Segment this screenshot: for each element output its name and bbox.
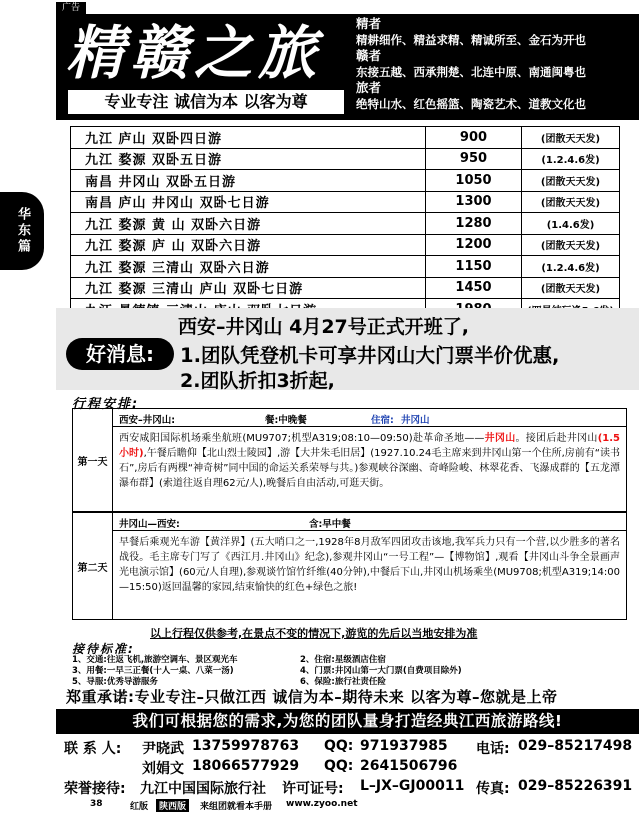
day-two-block	[72, 512, 627, 620]
page-number: 38	[90, 799, 103, 809]
route-note: (团散天天发)	[522, 170, 620, 192]
table-row	[71, 256, 620, 278]
route-name: 九江 庐山 双卧四日游	[71, 127, 426, 149]
table-row	[71, 127, 620, 149]
table-row	[71, 234, 620, 256]
route-note: (团散天天发)	[522, 127, 620, 149]
fax-label: 传真:	[476, 781, 510, 797]
footer-tagline: 来组团就看本手册	[200, 802, 273, 812]
route-note: (1.2.4.6发)	[522, 256, 620, 278]
contact-label: 联 系 人:	[64, 741, 122, 757]
route-note: (团散天天发)	[522, 277, 620, 299]
license-number: L–JX–GJ00011	[360, 778, 465, 794]
section-label: 陕西版	[156, 799, 189, 812]
fax-number: 029–85226391	[518, 778, 633, 794]
table-row	[71, 277, 620, 299]
agency-label: 荣誉接待:	[64, 781, 126, 797]
qq-number: 2641506796	[360, 758, 458, 774]
table-row	[71, 148, 620, 170]
table-row	[71, 170, 620, 192]
notes-title: 接待标准:	[72, 642, 135, 656]
notes-column-left	[72, 655, 238, 688]
day-label: 第一天	[73, 409, 113, 511]
note-item: 4、门票:井冈山第一大门票(自费项目除外)	[300, 666, 462, 676]
route-name: 九江 婺源 三清山 双卧六日游	[71, 256, 426, 278]
agency-name: 九江中国国际旅行社	[140, 781, 266, 797]
slogan: 专业专注 诚信为本 以客为尊	[68, 90, 344, 114]
day-one-block	[72, 408, 627, 512]
route-price: 950	[426, 148, 522, 170]
day-header	[113, 409, 626, 427]
route-note: (团散天天发)	[522, 234, 620, 256]
route-note: (团散天天发)	[522, 191, 620, 213]
note-item: 6、保险:旅行社责任险	[300, 677, 386, 687]
day-stay-label: 住宿:	[371, 415, 394, 426]
edition-label: 红版	[130, 802, 149, 812]
day-meal: 含:早中餐	[309, 519, 351, 530]
tagline-text-2: 东接五越、西承荆楚、北连中原、南通闽粤也	[356, 65, 586, 79]
route-price: 900	[426, 127, 522, 149]
contact-phone: 13759978763	[192, 738, 300, 754]
brand-title: 精赣之旅	[66, 19, 323, 87]
day-route: 西安–井冈山:	[119, 415, 176, 426]
day-highlight: 井冈山	[484, 433, 516, 444]
disclaimer: 以上行程仅供参考,在景点不变的情况下,游览的先后以当地安排为准	[150, 627, 478, 640]
table-row	[71, 213, 620, 235]
news-line-1: 西安–井冈山 4月27号正式开班了,	[178, 316, 469, 338]
contact-person: 刘娟文	[142, 761, 184, 777]
contact-person: 尹晓武	[142, 741, 184, 757]
qq-label: QQ:	[324, 758, 354, 774]
tagline	[356, 16, 639, 112]
note-item: 5、导服:优秀导游服务	[72, 677, 158, 687]
day-stay: 井冈山	[401, 415, 430, 426]
itinerary-title: 行程安排:	[72, 397, 140, 412]
day-route: 井冈山—西安:	[119, 519, 180, 530]
route-price: 1300	[426, 191, 522, 213]
route-name: 九江 婺源 三清山 庐山 双卧七日游	[71, 277, 426, 299]
route-note: (1.2.4.6发)	[522, 148, 620, 170]
route-name: 南昌 庐山 井冈山 双卧七日游	[71, 191, 426, 213]
note-item: 1、交通:往返飞机,旅游空调车、景区观光车	[72, 655, 238, 665]
footer	[60, 797, 639, 814]
note-item: 2、住宿:星级酒店住宿	[300, 655, 386, 665]
header-banner	[56, 14, 639, 120]
day-text: ,午餐后瞻仰【北山烈士陵园】,游【大井朱毛旧居】(1927.10.24毛主席来到井冈山第一个住所,房前有“读书石”,房后有两棵“神奇树”同中国的命运关系荣辱与共。)参观峡谷深幽、奇峰险峻、林翠花香、飞瀑成群的【五龙潭瀑布群】(索道往返自理62元/人),晚餐后自由活动,可逛天街。	[119, 448, 621, 489]
custom-route-banner: 我们可根据您的需求,为您的团队量身打造经典江西旅游路线!	[56, 709, 639, 734]
tel-number: 029–85217498	[518, 738, 633, 754]
ad-tag: 广告	[56, 2, 86, 14]
side-tab: 华东篇	[0, 192, 44, 270]
route-price: 1050	[426, 170, 522, 192]
route-note: (1.4.6发)	[522, 213, 620, 235]
route-name: 九江 婺源 黄 山 双卧六日游	[71, 213, 426, 235]
contact-phone: 18066577929	[192, 758, 300, 774]
route-name: 南昌 井冈山 双卧五日游	[71, 170, 426, 192]
tagline-head-3: 旅者	[356, 80, 382, 95]
day-label: 第二天	[73, 513, 113, 619]
footer-url[interactable]: www.zyoo.net	[286, 799, 358, 809]
day-description: 早餐后乘观光车游【黄洋界】(五大哨口之一,1928年8月敌军四团攻击该地,我军兵力只有一个营,以少胜多的著名战役。毛主席专门写了《西江月.井冈山》纪念),参观井冈山“一号工程”—【博物馆】,观看【井冈山斗争全景画声光电演示馆】(60元/人自理),参观谈竹馆竹纤维(40分钟),中餐后下山,井冈山机场乘坐(MU9708;机型A319;14:00—15:50)返回温馨的家园,结束愉快的红色+绿色之旅!	[119, 537, 620, 593]
qq-label: QQ:	[324, 738, 354, 754]
tagline-head-1: 精者	[356, 16, 382, 31]
table-row	[71, 191, 620, 213]
note-item: 3、用餐:一早三正餐(十人一桌、八菜一汤)	[72, 666, 234, 676]
day-header	[113, 513, 626, 531]
tagline-text-1: 精耕细作、精益求精、精诚所至、金石为开也	[356, 33, 586, 47]
day-description	[119, 431, 620, 491]
qq-number: 971937985	[360, 738, 448, 754]
notes-column-right	[300, 655, 462, 688]
routes-table	[70, 126, 620, 321]
tagline-text-3: 绝特山水、红色摇篮、陶瓷艺术、道教文化也	[356, 97, 586, 111]
route-price: 1150	[426, 256, 522, 278]
day-text: 西安咸阳国际机场乘坐航班(MU9707;机型A319;08:10—09:50)赴革命圣地——	[119, 433, 485, 444]
day-highlight: (1.5小时)	[119, 433, 621, 459]
day-meal: 餐:中晚餐	[265, 415, 307, 426]
news-line-3: 2.团队折扣3折起,	[180, 370, 335, 392]
tel-label: 电话:	[476, 741, 510, 757]
route-price: 1280	[426, 213, 522, 235]
news-line-2: 1.团队凭登机卡可享井冈山大门票半价优惠,	[180, 344, 560, 367]
news-badge: 好消息:	[66, 338, 174, 370]
route-name: 九江 婺源 双卧五日游	[71, 148, 426, 170]
route-name: 九江 婺源 庐 山 双卧六日游	[71, 234, 426, 256]
license-label: 许可证号:	[282, 781, 344, 797]
route-price: 1450	[426, 277, 522, 299]
promise-line: 郑重承诺:专业专注–只做江西 诚信为本–期待未来 以客为尊–您就是上帝	[66, 688, 558, 706]
route-price: 1200	[426, 234, 522, 256]
day-text: 。接团后赴井冈山	[515, 433, 598, 444]
tagline-head-2: 赣者	[356, 48, 382, 63]
